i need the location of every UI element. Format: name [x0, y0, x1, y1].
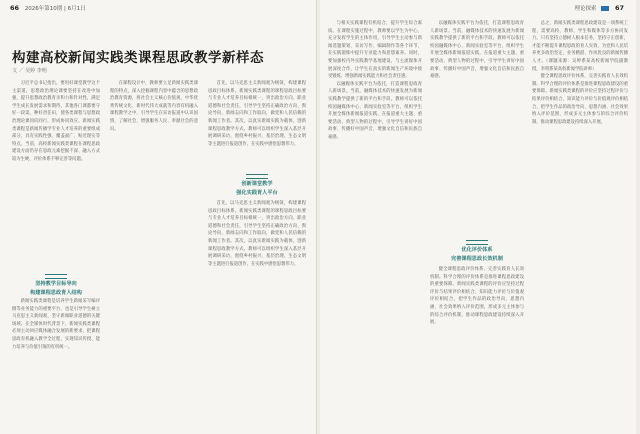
body-column — [12, 298, 100, 426]
right-page — [320, 0, 636, 434]
subhead-line2: 强化实践育人平台 — [236, 190, 278, 196]
section-subhead — [12, 274, 100, 298]
issue-info: 2026年第10期 | 6月1日 — [24, 6, 86, 12]
paragraph: 首先，以马克思主义新闻观为统领，构建课程思政目标体系。新闻实践类课程的课程思政目标要与专业人才培养目标相统一，突出政治方向、职业道德和社会责任，引导学生坚持正确政治方向、舆论导向、新闻志向和工作取向，做党和人民信赖的新闻工作者。其次，以真实新闻实践为载体，创新课程思政教学方式。教师可以组织学生深入基层开展调研采访，围绕乡村振兴、基层治理、生态文明等主题进行报道创作，在实践中感悟思想伟力。 — [208, 201, 306, 267]
subhead-ornament — [45, 274, 67, 279]
body-column — [328, 20, 422, 426]
article-byline: 文 ／ 吴婷 李明 — [12, 68, 47, 74]
body-column — [532, 20, 628, 426]
body-column — [430, 20, 524, 238]
subhead-line2: 构建课程思政育人结构 — [30, 290, 82, 296]
subhead-line1: 优化评价体系 — [461, 247, 493, 253]
paragraph: 健全课程思政评价体系，完善实践育人长效机制。科学合理的评价体系是推进课程思政建设的重要保障。新闻实践类课程的评价应坚持过程评价与结果评价相结合、知识能力评价与价值观评价相结合，把学生作品的政治导向、思想内涵、社会效果纳入评价范围，形成多元主体参与的综合评价机制，推动课程思政建设持续深入开展。 — [532, 74, 628, 125]
page-number: 67 — [614, 4, 624, 12]
subhead-ornament — [466, 240, 488, 245]
section-subhead — [430, 240, 524, 264]
paragraph: 新闻实践类课程是培养学生新闻采写编评摄等业务能力的重要平台，也是引导学生树立马克思主义新闻观、坚守新闻职业道德的关键场域。在全媒体时代背景下，新闻实践类课程必须主动回应媒体融合发展的新要求，把课程思政有机融入教学全过程，实现知识传授、能力培养与价值引领的有机统一。 — [12, 299, 100, 350]
body-column — [208, 200, 306, 426]
paragraph: 健全课程思政评价体系，完善实践育人长效机制。科学合理的评价体系是推进课程思政建设的重要保障。新闻实践类课程的评价应坚持过程评价与结果评价相结合、知识能力评价与价值观评价相结合，把学生作品的政治导向、思想内涵、社会效果纳入评价范围，形成多元主体参与的综合评价机制，推动课程思政建设持续深入开展。 — [430, 267, 524, 326]
body-column — [12, 80, 100, 272]
subhead-line2: 完善课程思政长效机制 — [451, 256, 503, 262]
body-column — [430, 266, 524, 426]
subhead-line1: 坚持教学目标导向 — [35, 281, 77, 287]
header-accent — [601, 6, 609, 11]
section-name: 理论探索 — [574, 6, 597, 12]
article-title: 构建高校新闻实践类课程思政教学新样态 — [12, 50, 264, 66]
section-subhead — [208, 174, 306, 198]
body-column — [208, 80, 306, 172]
subhead-ornament — [246, 174, 268, 179]
paragraph: 以融媒体实践平台为依托，打造课程思政育人新场景。当前，融媒体技术的快速发展为新闻实践教学提供了新的平台和手段。教师可以依托校园融媒体中心、新闻实验室等平台，组织学生开展全媒体新闻报道实践，在报道重大主题、重要活动、典型人物的过程中，引导学生讲好中国故事、传播好中国声音，增强文化自信和民族自豪感。 — [328, 81, 422, 140]
page-number: 66 — [10, 4, 20, 12]
left-page — [0, 0, 317, 434]
paragraph: 总之，新闻实践类课程思政建设是一项系统工程，需要高校、教师、学生和媒体等多方协同发力。只有坚持立德树人根本任务，坚持守正创新，才能不断提升课程思政的育人实效，为党和人民培养更多政治坚定、业务精湛、作风优良的新闻传播人才。（课题来源：吴婷系某高校新闻学院副教授，李明系某高校新闻学院讲师） — [532, 21, 628, 72]
paragraph: 习近平总书记指出，要用好课堂教学这个主渠道，思想政治理论课要坚持在改进中加强，提升思想政治教育亲和力和针对性，满足学生成长发展需求和期待，其他各门课都要守好一段渠、种好责任田，使各类课程与思想政治理论课同向同行，形成协同效应。新闻实践类课程是新闻传播学专业人才培养的重要组成部分，具有实践性强、覆盖面广、贴近现实等特点。当前，高校新闻实践类课程在课程思政建设方面仍存在思政元素挖掘不深、融入方式较为生硬、评价体系不够完善等问题。 — [12, 81, 100, 162]
subhead-line1: 创新课堂教学 — [241, 181, 273, 187]
paragraph: 以融媒体实践平台为依托，打造课程思政育人新场景。当前，融媒体技术的快速发展为新闻实践教学提供了新的平台和手段。教师可以依托校园融媒体中心、新闻实验室等平台，组织学生开展全媒体新闻报道实践，在报道重大主题、重要活动、典型人物的过程中，引导学生讲好中国故事、传播好中国声音，增强文化自信和民族自豪感。 — [430, 21, 524, 80]
right-page-header — [574, 4, 628, 12]
body-column — [110, 80, 198, 426]
left-page-header — [10, 4, 86, 12]
paragraph: 在课程设计中，教师要立足新闻实践类课程的特点，深入挖掘课程内容中蕴含的思想政治教育资源，将社会主义核心价值观、中华优秀传统文化、新时代伟大成就等内容有机融入课程教学之中，引导学生在采访报道中认识国情、了解社会，增强服务人民、奉献社会的意识。 — [110, 81, 198, 132]
paragraph: 首先，以马克思主义新闻观为统领，构建课程思政目标体系。新闻实践类课程的课程思政目标要与专业人才培养目标相统一，突出政治方向、职业道德和社会责任，引导学生坚持正确政治方向、舆论导向、新闻志向和工作取向，做党和人民信赖的新闻工作者。其次，以真实新闻实践为载体，创新课程思政教学方式。教师可以组织学生深入基层开展调研采访，围绕乡村振兴、基层治理、生态文明等主题进行报道创作，在实践中感悟思想伟力。 — [208, 81, 306, 147]
paragraph: 与相关实践课程有机结合，提升学生综合素质。在课程实施过程中，教师要以学生为中心，充分发挥学生的主体作用，引导学生主动参与新闻选题策划、采访写作、编辑制作等各个环节，在实践锻炼中提升专业能力和思想素养。同时，要加强校内外实践教学基地建设，与主流媒体开展深度合作，让学生在真实的新闻生产环境中接受锻炼，增强新闻实践能力和社会责任感。 — [328, 21, 422, 80]
